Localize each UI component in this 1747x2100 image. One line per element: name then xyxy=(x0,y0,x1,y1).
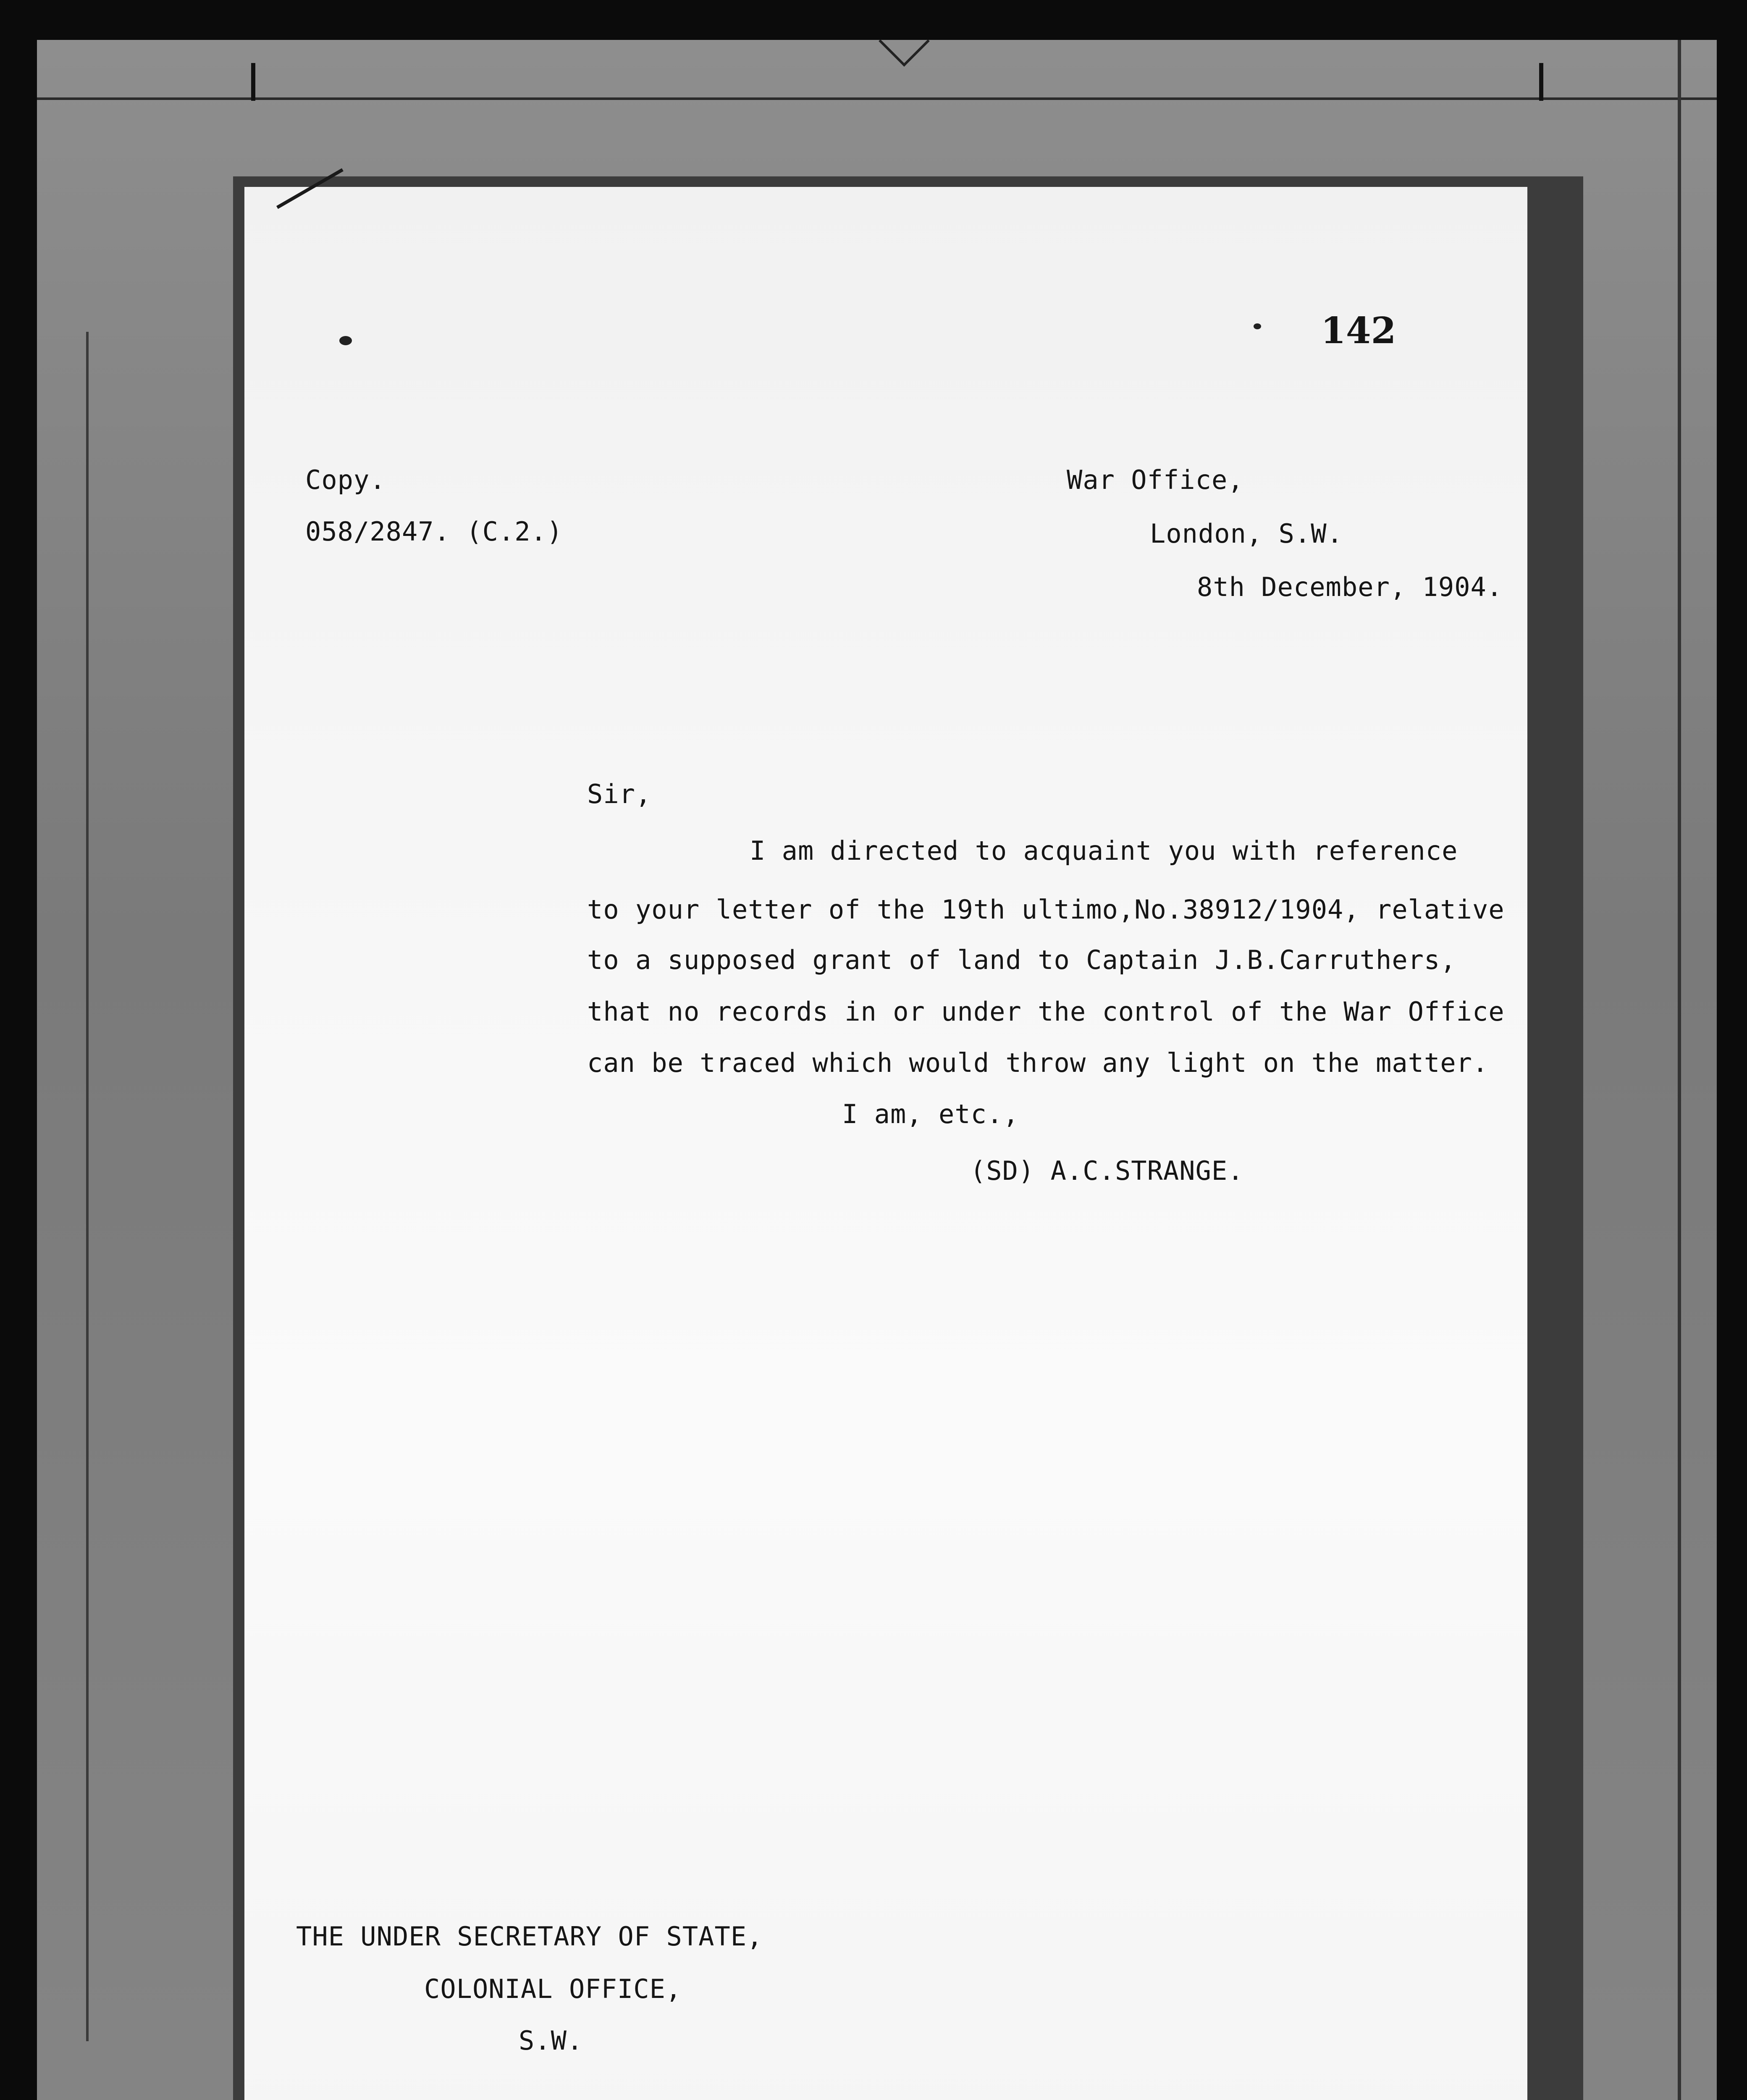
body-line: that no records in or under the control of the War Office xyxy=(587,996,1505,1027)
copy-label: Copy. xyxy=(305,465,386,495)
addressee-title: THE UNDER SECRETARY OF STATE, xyxy=(296,1921,763,1952)
ink-speck xyxy=(1254,323,1261,329)
folio-number: 142 xyxy=(1321,310,1396,352)
body-line: to a supposed grant of land to Captain J.B.Carruthers, xyxy=(587,945,1456,975)
salutation: Sir, xyxy=(587,779,652,809)
mount-rule-top xyxy=(37,97,1717,100)
closing: I am, etc., xyxy=(842,1099,1019,1129)
body-line: I am directed to acquaint you with reference xyxy=(750,835,1458,866)
mount-rule-right xyxy=(1678,40,1681,2100)
registration-tick-left xyxy=(251,63,255,101)
letter-date: 8th December, 1904. xyxy=(1197,572,1503,602)
ink-speck xyxy=(339,336,352,345)
addressee-district: S.W. xyxy=(519,2025,583,2056)
mount-rule-left xyxy=(86,332,89,2041)
body-line: to your letter of the 19th ultimo,No.38912/1904, relative xyxy=(587,894,1505,925)
letter-sheet xyxy=(244,187,1527,2100)
signature: (SD) A.C.STRANGE. xyxy=(970,1155,1244,1186)
sender-city: London, S.W. xyxy=(1150,518,1343,549)
addressee-office: COLONIAL OFFICE, xyxy=(424,1974,682,2004)
body-line: can be traced which would throw any light on the matter. xyxy=(587,1047,1489,1078)
sender-office: War Office, xyxy=(1067,465,1244,495)
file-reference: 058/2847. (C.2.) xyxy=(305,516,563,547)
registration-tick-right xyxy=(1539,63,1543,101)
